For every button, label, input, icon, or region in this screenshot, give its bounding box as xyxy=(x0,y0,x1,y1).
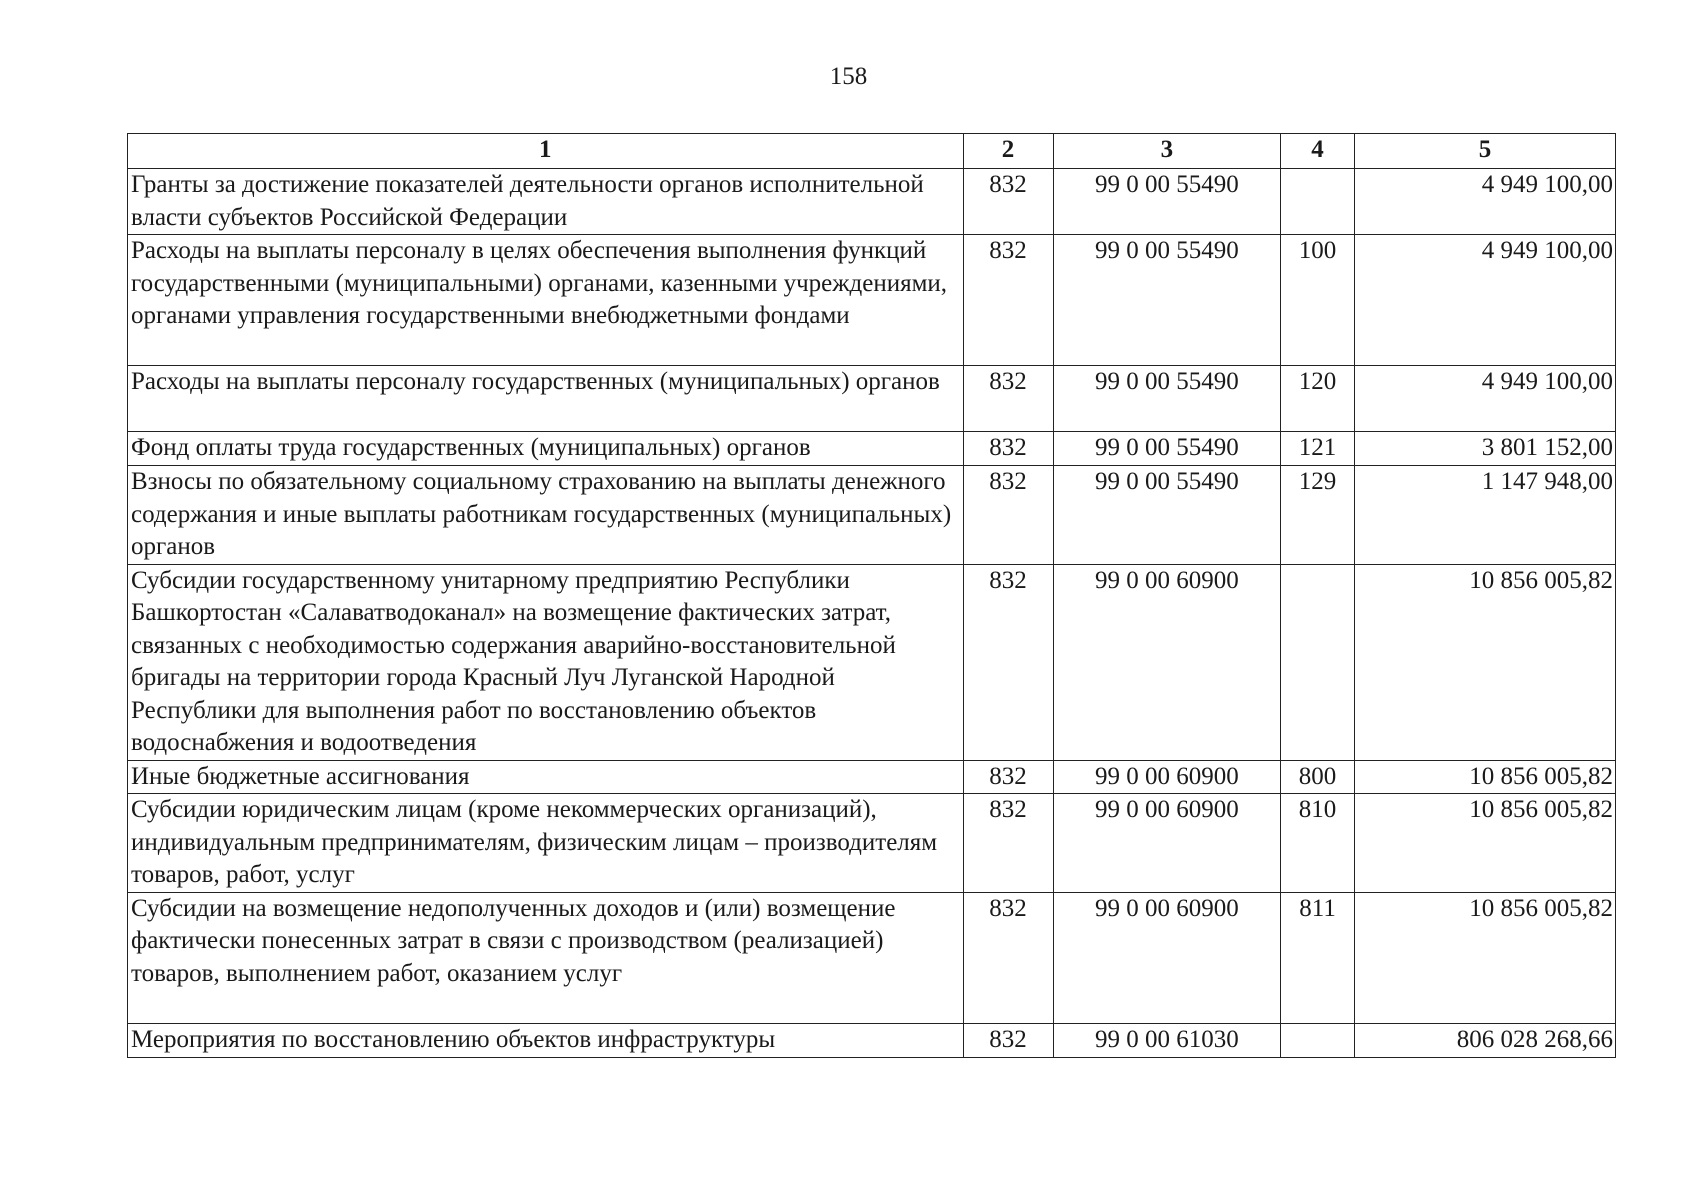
row-name: Субсидии юридическим лицам (кроме некоммерческих организаций), индивидуальным предпринимателям, физическим лицам – производителям товаров, работ, услуг xyxy=(128,794,964,893)
row-amount: 806 028 268,66 xyxy=(1354,1023,1615,1057)
row-expense-type: 120 xyxy=(1281,366,1355,432)
row-name: Расходы на выплаты персоналу государственных (муниципальных) органов xyxy=(128,366,964,432)
row-target-article: 99 0 00 55490 xyxy=(1053,235,1281,366)
row-amount: 4 949 100,00 xyxy=(1354,366,1615,432)
row-admin-code: 832 xyxy=(963,564,1053,760)
row-admin-code: 832 xyxy=(963,892,1053,1023)
row-name: Мероприятия по восстановлению объектов инфраструктуры xyxy=(128,1023,964,1057)
row-target-article: 99 0 00 60900 xyxy=(1053,892,1281,1023)
row-admin-code: 832 xyxy=(963,760,1053,794)
row-expense-type: 810 xyxy=(1281,794,1355,893)
table-row xyxy=(128,1023,1616,1057)
row-name: Взносы по обязательному социальному страхованию на выплаты денежного содержания и иные выплаты работникам государственных (муниципальных) органов xyxy=(128,466,964,565)
row-target-article: 99 0 00 55490 xyxy=(1053,466,1281,565)
row-expense-type: 800 xyxy=(1281,760,1355,794)
row-name: Расходы на выплаты персоналу в целях обеспечения выполнения функций государственными (муниципальными) органами, казенными учреждениями, органами управления государственными внебюджетными фондами xyxy=(128,235,964,366)
row-admin-code: 832 xyxy=(963,432,1053,466)
row-target-article: 99 0 00 55490 xyxy=(1053,432,1281,466)
row-amount: 4 949 100,00 xyxy=(1354,169,1615,235)
budget-table xyxy=(127,133,1616,1058)
row-target-article: 99 0 00 61030 xyxy=(1053,1023,1281,1057)
header-col-2: 2 xyxy=(963,134,1053,169)
row-amount: 10 856 005,82 xyxy=(1354,564,1615,760)
table-row xyxy=(128,235,1616,366)
row-admin-code: 832 xyxy=(963,466,1053,565)
table-row xyxy=(128,466,1616,565)
row-admin-code: 832 xyxy=(963,235,1053,366)
table-row xyxy=(128,892,1616,1023)
row-expense-type: 129 xyxy=(1281,466,1355,565)
row-admin-code: 832 xyxy=(963,794,1053,893)
row-name: Иные бюджетные ассигнования xyxy=(128,760,964,794)
header-col-5: 5 xyxy=(1354,134,1615,169)
row-target-article: 99 0 00 55490 xyxy=(1053,366,1281,432)
row-name: Субсидии государственному унитарному предприятию Республики Башкортостан «Салаватводоканал» на возмещение фактических затрат, связанных с необходимостью содержания аварийно-восстановительной бригады на территории города Красный Луч Луганской Народной Республики для выполнения работ по восстановлению объектов водоснабжения и водоотведения xyxy=(128,564,964,760)
row-target-article: 99 0 00 60900 xyxy=(1053,760,1281,794)
row-name: Субсидии на возмещение недополученных доходов и (или) возмещение фактически понесенных затрат в связи с производством (реализацией) товаров, выполнением работ, оказанием услуг xyxy=(128,892,964,1023)
row-admin-code: 832 xyxy=(963,1023,1053,1057)
row-expense-type: 811 xyxy=(1281,892,1355,1023)
header-col-1: 1 xyxy=(128,134,964,169)
table-row xyxy=(128,564,1616,760)
page-number: 158 xyxy=(829,63,868,90)
table-row xyxy=(128,432,1616,466)
row-target-article: 99 0 00 60900 xyxy=(1053,564,1281,760)
row-amount: 4 949 100,00 xyxy=(1354,235,1615,366)
row-amount: 3 801 152,00 xyxy=(1354,432,1615,466)
row-expense-type xyxy=(1281,169,1355,235)
row-amount: 10 856 005,82 xyxy=(1354,794,1615,893)
header-col-3: 3 xyxy=(1053,134,1281,169)
row-expense-type xyxy=(1281,564,1355,760)
row-amount: 10 856 005,82 xyxy=(1354,760,1615,794)
row-amount: 1 147 948,00 xyxy=(1354,466,1615,565)
row-expense-type: 121 xyxy=(1281,432,1355,466)
row-expense-type: 100 xyxy=(1281,235,1355,366)
row-name: Фонд оплаты труда государственных (муниципальных) органов xyxy=(128,432,964,466)
row-admin-code: 832 xyxy=(963,366,1053,432)
row-name: Гранты за достижение показателей деятельности органов исполнительной власти субъектов Российской Федерации xyxy=(128,169,964,235)
header-col-4: 4 xyxy=(1281,134,1355,169)
table-row xyxy=(128,794,1616,893)
row-target-article: 99 0 00 55490 xyxy=(1053,169,1281,235)
table-row xyxy=(128,366,1616,432)
table-row xyxy=(128,169,1616,235)
row-amount: 10 856 005,82 xyxy=(1354,892,1615,1023)
row-target-article: 99 0 00 60900 xyxy=(1053,794,1281,893)
row-admin-code: 832 xyxy=(963,169,1053,235)
table-row xyxy=(128,760,1616,794)
table-header-row xyxy=(128,134,1616,169)
row-expense-type xyxy=(1281,1023,1355,1057)
